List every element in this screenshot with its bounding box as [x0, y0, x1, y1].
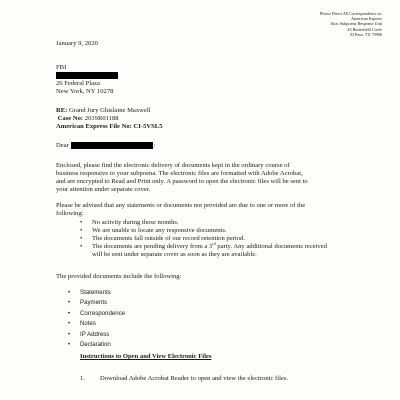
intro-line: your attention under separate cover.	[56, 186, 151, 194]
provided-item: • Correspondence	[80, 309, 125, 319]
redaction-bar	[71, 142, 156, 150]
redaction-bar	[56, 72, 118, 80]
provided-item: • Statements	[80, 288, 125, 298]
salutation	[56, 142, 155, 150]
step-text: Download Adobe Acrobat Reader to open and view the electronic files.	[100, 375, 289, 382]
intro-line: business responsive to your subpoena. The electronic files are formatted with Adobe Acrobat,	[56, 170, 303, 178]
instructions-title: Instructions to Open and View Electronic Files	[80, 353, 212, 360]
provided-intro: The provided documents include the following:	[56, 273, 182, 280]
intro-line: and are encrypted to Read and Print only. A password to open the electronic files will be sent to	[56, 178, 308, 186]
bullet-icon: •	[68, 289, 71, 296]
case-number: 2019R01188	[84, 115, 119, 123]
file-number: CI-5VSL5	[133, 123, 163, 131]
bullet-icon: •	[80, 243, 83, 251]
bullet-icon: •	[80, 235, 83, 243]
bullet-icon: •	[68, 299, 71, 307]
correspondence-line: American Express	[351, 16, 382, 22]
intro-line: Enclosed, please find the electronic delivery of documents kept in the ordinary course of	[56, 162, 290, 169]
letter-date: January 9, 2020	[56, 40, 98, 47]
re-label: RE:	[56, 107, 68, 114]
reason-item: • We are unable to locate any responsive documents.	[80, 227, 227, 235]
bullet-icon: •	[68, 330, 71, 338]
correspondence-line: Attn: Subpoena Response Unit	[330, 21, 382, 27]
instruction-step	[80, 375, 288, 383]
file-label: American Express File No:	[56, 123, 132, 131]
reasons-list	[80, 219, 392, 259]
reference-block	[56, 107, 163, 131]
bullet-icon: •	[68, 309, 71, 317]
bullet-icon: •	[80, 219, 83, 226]
recipient-city: New York, NY 10278	[56, 88, 114, 96]
advise-line: Please be advised that any statements or documents not provided are due to one or more of the	[56, 202, 306, 209]
reason-item: • No activity during those months.	[80, 219, 179, 226]
provided-item: • IP Address	[80, 330, 125, 340]
correspondence-line: 43 Butterfield Circle	[347, 26, 382, 32]
correspondence-line: El Paso, TX 79906	[350, 31, 382, 37]
recipient-address	[56, 64, 118, 96]
recipient-street: 26 Federal Plaza	[56, 80, 100, 88]
bullet-icon: •	[80, 227, 83, 235]
step-number: 1.	[80, 375, 85, 382]
reason-item: • The documents fall outside of our record retention period.	[80, 235, 245, 243]
bullet-icon: •	[68, 341, 71, 349]
provided-item: • Notes	[80, 319, 125, 329]
salutation-prefix: Dear	[56, 142, 69, 150]
provided-item: • Payments	[80, 298, 125, 308]
salutation-suffix: :	[153, 142, 156, 150]
intro-paragraph	[56, 162, 386, 194]
provided-item: • Declaration	[80, 340, 125, 350]
bullet-icon: •	[68, 320, 71, 328]
advise-paragraph	[56, 202, 386, 218]
reason-item: • The documents are pending delivery from a 3rd party. Any additional documents received will be sent under separate cover as soon as they are available.	[80, 241, 327, 259]
provided-list	[68, 288, 126, 350]
advise-line: following:	[56, 210, 84, 218]
re-subject: Grand Jury Ghislaine Maxwell	[69, 107, 151, 114]
recipient-org: FBI	[56, 64, 67, 71]
correspondence-line: Please Direct All Correspondence to:	[319, 11, 382, 16]
case-label: Case No:	[57, 115, 84, 123]
correspondence-block	[252, 11, 382, 37]
